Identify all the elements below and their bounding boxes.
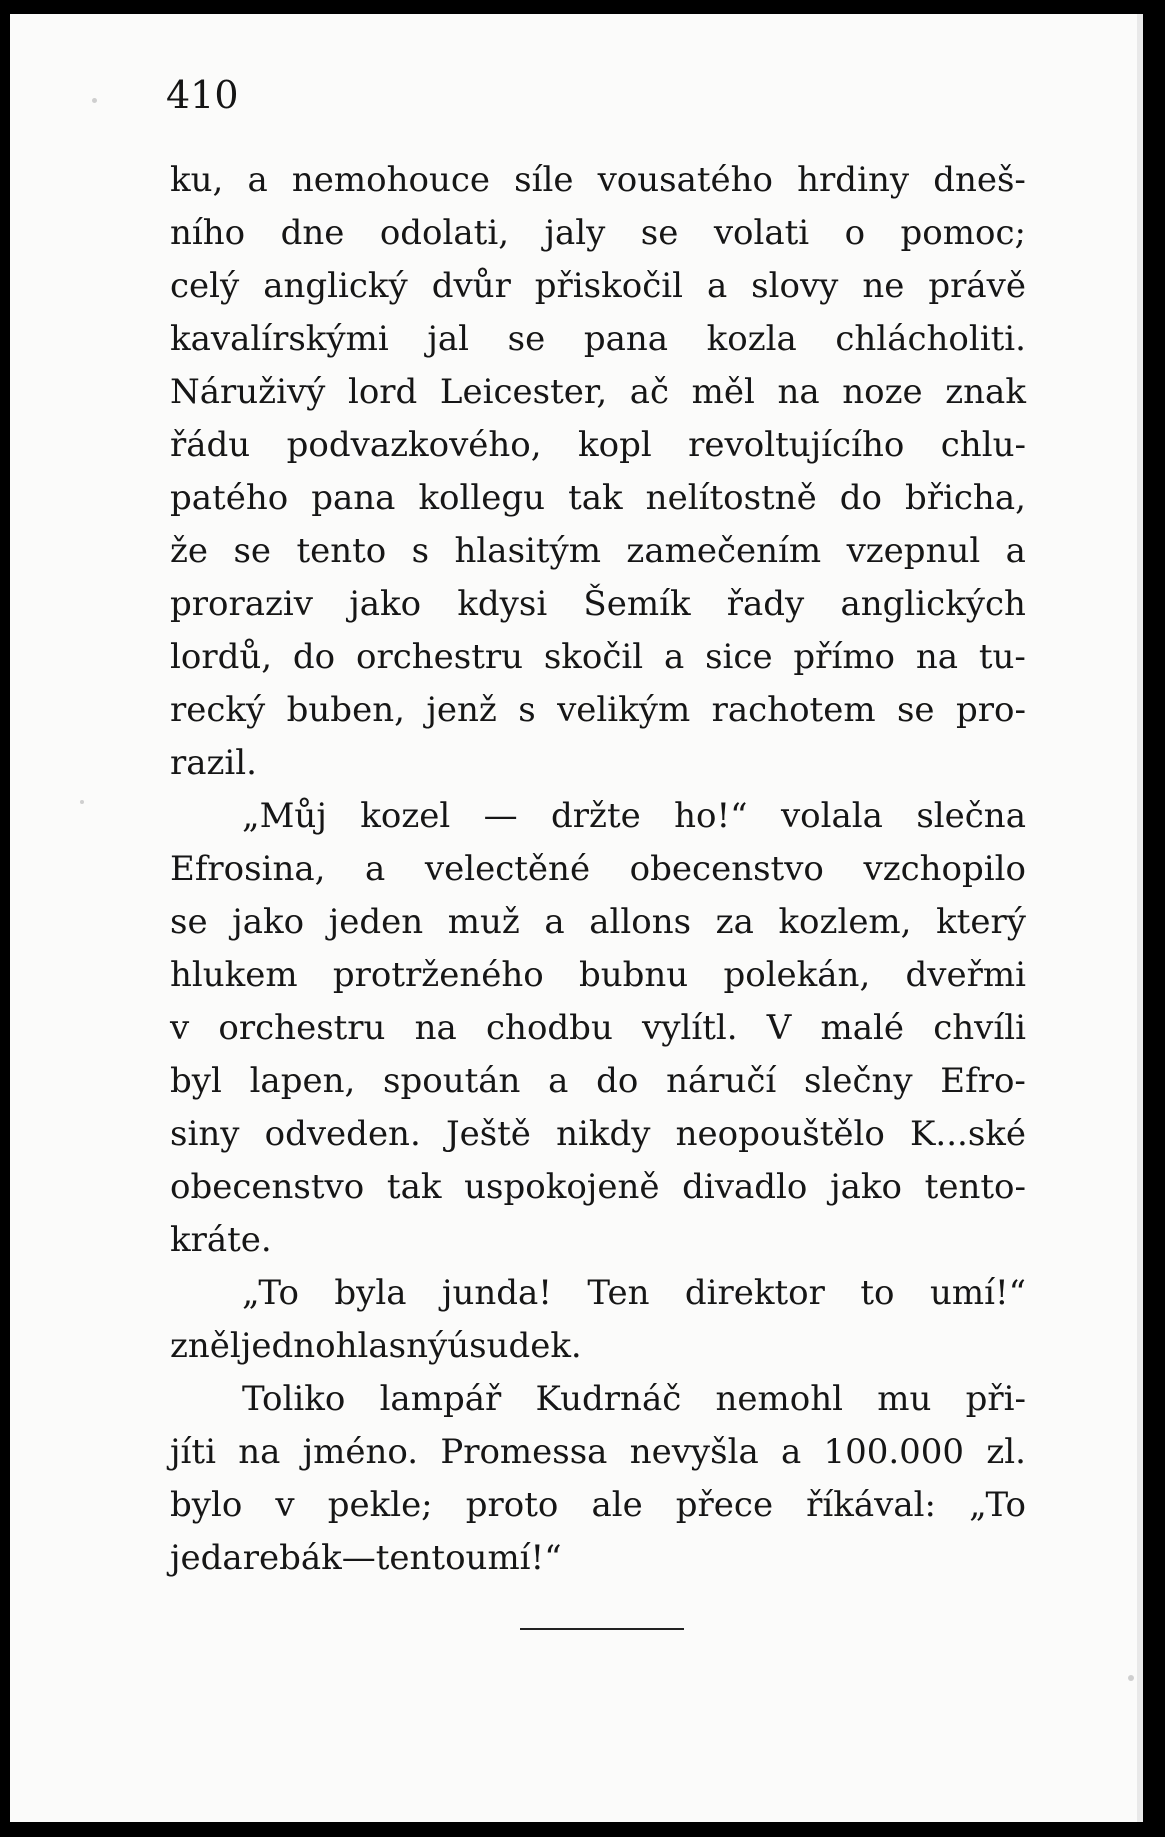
word: kavalírskými bbox=[170, 319, 389, 359]
word: měl bbox=[691, 372, 755, 412]
word: „To bbox=[969, 1485, 1026, 1525]
paper-speck bbox=[92, 98, 97, 103]
word: lord bbox=[347, 372, 418, 412]
word: patého bbox=[170, 478, 289, 518]
text-line bbox=[170, 525, 1026, 578]
word: přímo bbox=[793, 637, 896, 677]
word: říkával: bbox=[806, 1485, 936, 1525]
text-line bbox=[170, 684, 1026, 737]
word: proto bbox=[465, 1485, 559, 1525]
word: byl bbox=[170, 1061, 222, 1101]
word: přece bbox=[675, 1485, 774, 1525]
word: volati bbox=[713, 213, 810, 253]
text-line bbox=[170, 313, 1026, 366]
text-line bbox=[170, 1320, 1026, 1373]
word: kozla bbox=[706, 319, 797, 359]
word: zamečením bbox=[626, 531, 822, 571]
text-line bbox=[170, 896, 1026, 949]
word: junda! bbox=[441, 1273, 552, 1313]
word: Promessa bbox=[440, 1432, 608, 1472]
word: slečna bbox=[916, 796, 1026, 836]
word: tak bbox=[568, 478, 623, 518]
word: uspokojeně bbox=[464, 1167, 660, 1207]
word: kozel bbox=[360, 796, 451, 836]
word: recký bbox=[170, 690, 266, 730]
word: velectěné bbox=[424, 849, 591, 889]
word: a bbox=[663, 637, 685, 677]
word: Efro- bbox=[940, 1061, 1026, 1101]
word: umí!“ bbox=[465, 1538, 562, 1578]
text-line bbox=[170, 1426, 1026, 1479]
word: jeden bbox=[328, 902, 424, 942]
word: orchestru bbox=[218, 1008, 386, 1048]
word: anglických bbox=[840, 584, 1026, 624]
word: anglický bbox=[263, 266, 408, 306]
word: a bbox=[780, 1432, 802, 1472]
word: tento bbox=[296, 531, 387, 571]
word: zněl bbox=[170, 1326, 241, 1366]
word: ního bbox=[170, 213, 246, 253]
word: jal bbox=[427, 319, 470, 359]
word: „Můj bbox=[242, 796, 327, 836]
word: 100.000 bbox=[823, 1432, 965, 1472]
text-line bbox=[170, 1055, 1026, 1108]
word: se bbox=[233, 531, 272, 571]
text-line bbox=[170, 578, 1026, 631]
word: Kudrnáč bbox=[535, 1379, 682, 1419]
word: ku, bbox=[170, 160, 224, 200]
word: odolati, bbox=[379, 213, 510, 253]
word: pekle; bbox=[327, 1485, 433, 1525]
word: direktor bbox=[684, 1273, 825, 1313]
word: pana bbox=[311, 478, 396, 518]
word: Ten bbox=[587, 1273, 650, 1313]
word: a bbox=[544, 902, 565, 942]
word: Ještě bbox=[445, 1114, 531, 1154]
word: razil. bbox=[170, 743, 257, 783]
word: vousatého bbox=[597, 160, 774, 200]
word: jenž bbox=[426, 690, 497, 730]
page-number: 410 bbox=[166, 73, 239, 117]
word: muž bbox=[447, 902, 520, 942]
word: obecenstvo bbox=[629, 849, 824, 889]
text-line bbox=[170, 1161, 1026, 1214]
word: volala bbox=[780, 796, 883, 836]
word: jako bbox=[349, 584, 422, 624]
word: lapen, bbox=[249, 1061, 356, 1101]
text-line bbox=[170, 1532, 1026, 1585]
word: neopouštělo bbox=[675, 1114, 885, 1154]
word: na bbox=[414, 1008, 457, 1048]
word: dneš- bbox=[933, 160, 1026, 200]
word: a bbox=[365, 849, 386, 889]
word: Leicester, bbox=[439, 372, 608, 412]
word: který bbox=[936, 902, 1026, 942]
word: jíti bbox=[170, 1432, 216, 1472]
word: na bbox=[915, 637, 959, 677]
word: bylo bbox=[170, 1485, 243, 1525]
word: rachotem bbox=[711, 690, 876, 730]
word: to bbox=[860, 1273, 895, 1313]
word: ale bbox=[591, 1485, 643, 1525]
word: proraziv bbox=[170, 584, 314, 624]
word: se bbox=[170, 902, 208, 942]
word: V bbox=[766, 1008, 792, 1048]
word: ten bbox=[375, 1538, 432, 1578]
text-line bbox=[170, 154, 1026, 207]
text-line bbox=[170, 1373, 1026, 1426]
word: do bbox=[292, 637, 336, 677]
word: za bbox=[715, 902, 754, 942]
word: hlasitým bbox=[454, 531, 602, 571]
word: přiskočil bbox=[534, 266, 683, 306]
word: byla bbox=[334, 1273, 407, 1313]
word: nikdy bbox=[556, 1114, 651, 1154]
text-line bbox=[170, 207, 1026, 260]
word: pro- bbox=[955, 690, 1026, 730]
word: jméno. bbox=[302, 1432, 419, 1472]
text-line bbox=[170, 1108, 1026, 1161]
word: nevyšla bbox=[629, 1432, 759, 1472]
word: v bbox=[170, 1008, 190, 1048]
word: darebák bbox=[200, 1538, 342, 1578]
word: — bbox=[341, 1538, 376, 1578]
word: do bbox=[596, 1061, 639, 1101]
word: břicha, bbox=[905, 478, 1026, 518]
word: Toliko bbox=[242, 1379, 346, 1419]
word: o bbox=[844, 213, 866, 253]
word: allons bbox=[589, 902, 692, 942]
word: a bbox=[247, 160, 268, 200]
word: orchestru bbox=[355, 637, 524, 677]
word: ho!“ bbox=[674, 796, 748, 836]
text-line bbox=[170, 472, 1026, 525]
text-line bbox=[170, 366, 1026, 419]
word: se bbox=[507, 319, 546, 359]
word: — bbox=[483, 796, 518, 836]
word: kollegu bbox=[418, 478, 546, 518]
text-line bbox=[170, 949, 1026, 1002]
word: „To bbox=[242, 1273, 299, 1313]
word: se bbox=[640, 213, 679, 253]
page-edge bbox=[1137, 14, 1143, 1822]
word: Náruživý bbox=[170, 372, 326, 412]
word: podvazkového, bbox=[286, 425, 542, 465]
word: znak bbox=[945, 372, 1026, 412]
word: dvůr bbox=[431, 266, 511, 306]
word: nemohl bbox=[715, 1379, 843, 1419]
word: vylítl. bbox=[642, 1008, 738, 1048]
word: tu- bbox=[978, 637, 1026, 677]
text-line bbox=[170, 1002, 1026, 1055]
word: mu bbox=[877, 1379, 932, 1419]
word: že bbox=[170, 531, 209, 571]
word: na bbox=[777, 372, 820, 412]
word: držte bbox=[551, 796, 641, 836]
word: K...ské bbox=[910, 1114, 1026, 1154]
word: chlácholiti. bbox=[835, 319, 1026, 359]
word: kdysi bbox=[457, 584, 548, 624]
word: zl. bbox=[986, 1432, 1026, 1472]
word: Šemík bbox=[583, 584, 691, 624]
word: polekán, bbox=[723, 955, 871, 995]
word: odveden. bbox=[264, 1114, 421, 1154]
word: vzepnul bbox=[846, 531, 981, 571]
word: jednohlasný bbox=[240, 1326, 448, 1366]
text-line bbox=[170, 737, 1026, 790]
word: nemohouce bbox=[291, 160, 490, 200]
text-line bbox=[170, 1214, 1026, 1267]
text-line bbox=[170, 790, 1026, 843]
word: bubnu bbox=[578, 955, 689, 995]
word: náručí bbox=[666, 1061, 777, 1101]
word: při- bbox=[965, 1379, 1026, 1419]
word: je bbox=[170, 1538, 201, 1578]
text-line bbox=[170, 260, 1026, 313]
word: právě bbox=[928, 266, 1026, 306]
word: revoltujícího bbox=[688, 425, 905, 465]
word: noze bbox=[842, 372, 923, 412]
word: velikým bbox=[557, 690, 691, 730]
word: síle bbox=[514, 160, 574, 200]
word: s bbox=[518, 690, 536, 730]
word: kráte. bbox=[170, 1220, 272, 1260]
word: v bbox=[275, 1485, 295, 1525]
paper-speck bbox=[80, 800, 84, 804]
word: na bbox=[238, 1432, 281, 1472]
word: chodbu bbox=[486, 1008, 613, 1048]
word: dne bbox=[280, 213, 345, 253]
text-line bbox=[170, 419, 1026, 472]
body-text bbox=[170, 154, 1026, 1585]
word: tento- bbox=[924, 1167, 1026, 1207]
word: pomoc; bbox=[900, 213, 1026, 253]
word: a bbox=[548, 1061, 569, 1101]
word: kozlem, bbox=[778, 902, 912, 942]
text-line bbox=[170, 843, 1026, 896]
word: a bbox=[706, 266, 728, 306]
word: řádu bbox=[170, 425, 251, 465]
word: skočil bbox=[543, 637, 644, 677]
word: umí!“ bbox=[929, 1273, 1026, 1313]
text-line bbox=[170, 1479, 1026, 1532]
word: dveřmi bbox=[905, 955, 1026, 995]
word: slovy bbox=[751, 266, 839, 306]
word: a bbox=[1005, 531, 1026, 571]
word: lordů, bbox=[170, 637, 273, 677]
word: spoután bbox=[383, 1061, 521, 1101]
word: hlukem bbox=[170, 955, 298, 995]
book-page bbox=[10, 14, 1137, 1822]
word: vzchopilo bbox=[863, 849, 1026, 889]
word: protrženého bbox=[332, 955, 544, 995]
word: hrdiny bbox=[797, 160, 910, 200]
word: buben, bbox=[286, 690, 405, 730]
word: nelítostně bbox=[645, 478, 817, 518]
word: ač bbox=[629, 372, 670, 412]
word: úsudek. bbox=[447, 1326, 582, 1366]
word: obecenstvo bbox=[170, 1167, 365, 1207]
word: siny bbox=[170, 1114, 240, 1154]
word: sice bbox=[705, 637, 773, 677]
word: tak bbox=[386, 1167, 442, 1207]
word: pana bbox=[583, 319, 669, 359]
word: slečny bbox=[804, 1061, 913, 1101]
end-rule bbox=[520, 1628, 684, 1630]
text-line bbox=[170, 631, 1026, 684]
word: jaly bbox=[544, 213, 606, 253]
word: s bbox=[411, 531, 430, 571]
word: to bbox=[431, 1538, 466, 1578]
word: celý bbox=[170, 266, 240, 306]
word: do bbox=[839, 478, 882, 518]
word: chvíli bbox=[933, 1008, 1026, 1048]
text-line bbox=[170, 1267, 1026, 1320]
word: lampář bbox=[379, 1379, 502, 1419]
paper-speck bbox=[1128, 1675, 1134, 1681]
word: ne bbox=[862, 266, 905, 306]
word: chlu- bbox=[940, 425, 1026, 465]
word: Efrosina, bbox=[170, 849, 326, 889]
word: řady bbox=[726, 584, 805, 624]
word: malé bbox=[820, 1008, 904, 1048]
word: jako bbox=[232, 902, 305, 942]
word: se bbox=[896, 690, 935, 730]
word: kopl bbox=[578, 425, 652, 465]
word: jako bbox=[830, 1167, 902, 1207]
word: divadlo bbox=[682, 1167, 808, 1207]
